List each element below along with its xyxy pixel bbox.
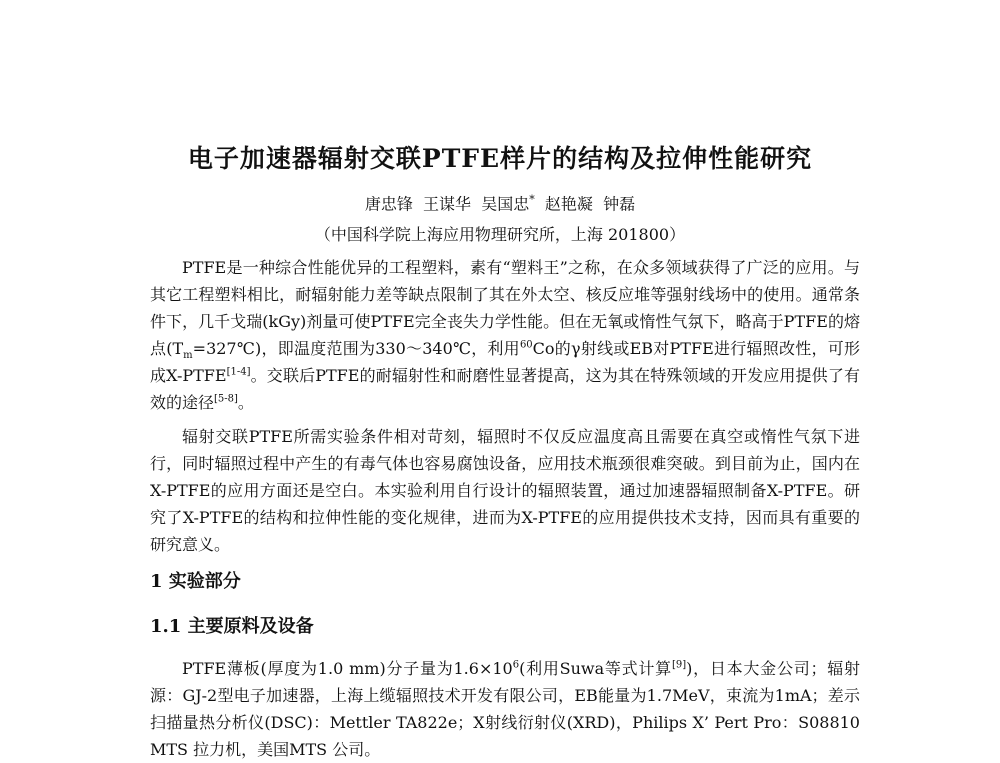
- superscript: 6: [512, 659, 520, 671]
- section-heading: 1 实验部分: [150, 571, 241, 592]
- author-name: 吴国忠: [481, 194, 530, 214]
- subscript: m: [183, 350, 193, 362]
- citation: [9]: [671, 659, 687, 671]
- author-name: 钟磊: [603, 194, 636, 214]
- text-run: (利用Suwa等式计算: [519, 659, 672, 678]
- text-run: PTFE是一种综合性能优异的工程塑料，素有“塑料王”之称，在众多领域获得了广泛的应用。与其它工程塑料相比，耐辐射能力差等缺点限制了其在外太空、核反应堆等强射线场中的使用。通常条件下，几千戈瑞(kGy)剂量可使PTFE完全丧失力学性能。但在无氧或惰性气氛下，略高于PTFE的熔点(T: [150, 258, 860, 358]
- materials-paragraph: [150, 655, 860, 763]
- author-list: [0, 189, 1000, 215]
- author-name: 王谋华: [423, 194, 472, 214]
- text-run: Co的γ射线或EB对PTFE进行辐照改性，可形成X-PTFE: [150, 339, 860, 385]
- paper-title: 电子加速器辐射交联PTFE样片的结构及拉伸性能研究: [187, 144, 813, 173]
- citation: [1-4]: [226, 366, 251, 378]
- text-run: 。: [237, 393, 254, 412]
- corresponding-author-mark: *: [529, 193, 535, 206]
- text-run: =327℃)，即温度范围为330～340℃，利用: [192, 339, 520, 358]
- text-run: 。交联后PTFE的耐辐射性和耐磨性显著提高，这为其在特殊领域的开发应用提供了有效的途径: [150, 366, 860, 412]
- affiliation: （中国科学院上海应用物理研究所，上海 201800）: [314, 225, 686, 244]
- subsection-heading: 1.1 主要原料及设备: [150, 616, 314, 637]
- intro-paragraph-2: 辐射交联PTFE所需实验条件相对苛刻，辐照时不仅反应温度高且需要在真空或惰性气氛下进行，同时辐照过程中产生的有毒气体也容易腐蚀设备，应用技术瓶颈很难突破。到目前为止，国内在X-PTFE的应用方面还是空白。本实验利用自行设计的辐照装置，通过加速器辐照制备X-PTFE。研究了X-PTFE的结构和拉伸性能的变化规律，进而为X-PTFE的应用提供技术支持，因而具有重要的研究意义。: [150, 427, 860, 554]
- author-name: 赵艳凝: [544, 194, 593, 214]
- citation: [5-8]: [214, 393, 238, 405]
- intro-paragraph-1: [150, 254, 860, 416]
- text-run: PTFE薄板(厚度为1.0 mm)分子量为1.6×10: [182, 659, 513, 678]
- text-run: )，日本大金公司；辐射源：GJ-2型电子加速器，上海上缆辐照技术开发有限公司，EB能量为1.7MeV，束流为1mA；差示扫描量热分析仪(DSC)：Mettler TA822e；X射线衍射仪(XRD)，Philips X’ Pert Pro：S08810 MTS 拉力机，美国MTS 公司。: [150, 659, 860, 759]
- superscript: 60: [519, 339, 533, 351]
- author-name: 唐忠锋: [364, 194, 413, 214]
